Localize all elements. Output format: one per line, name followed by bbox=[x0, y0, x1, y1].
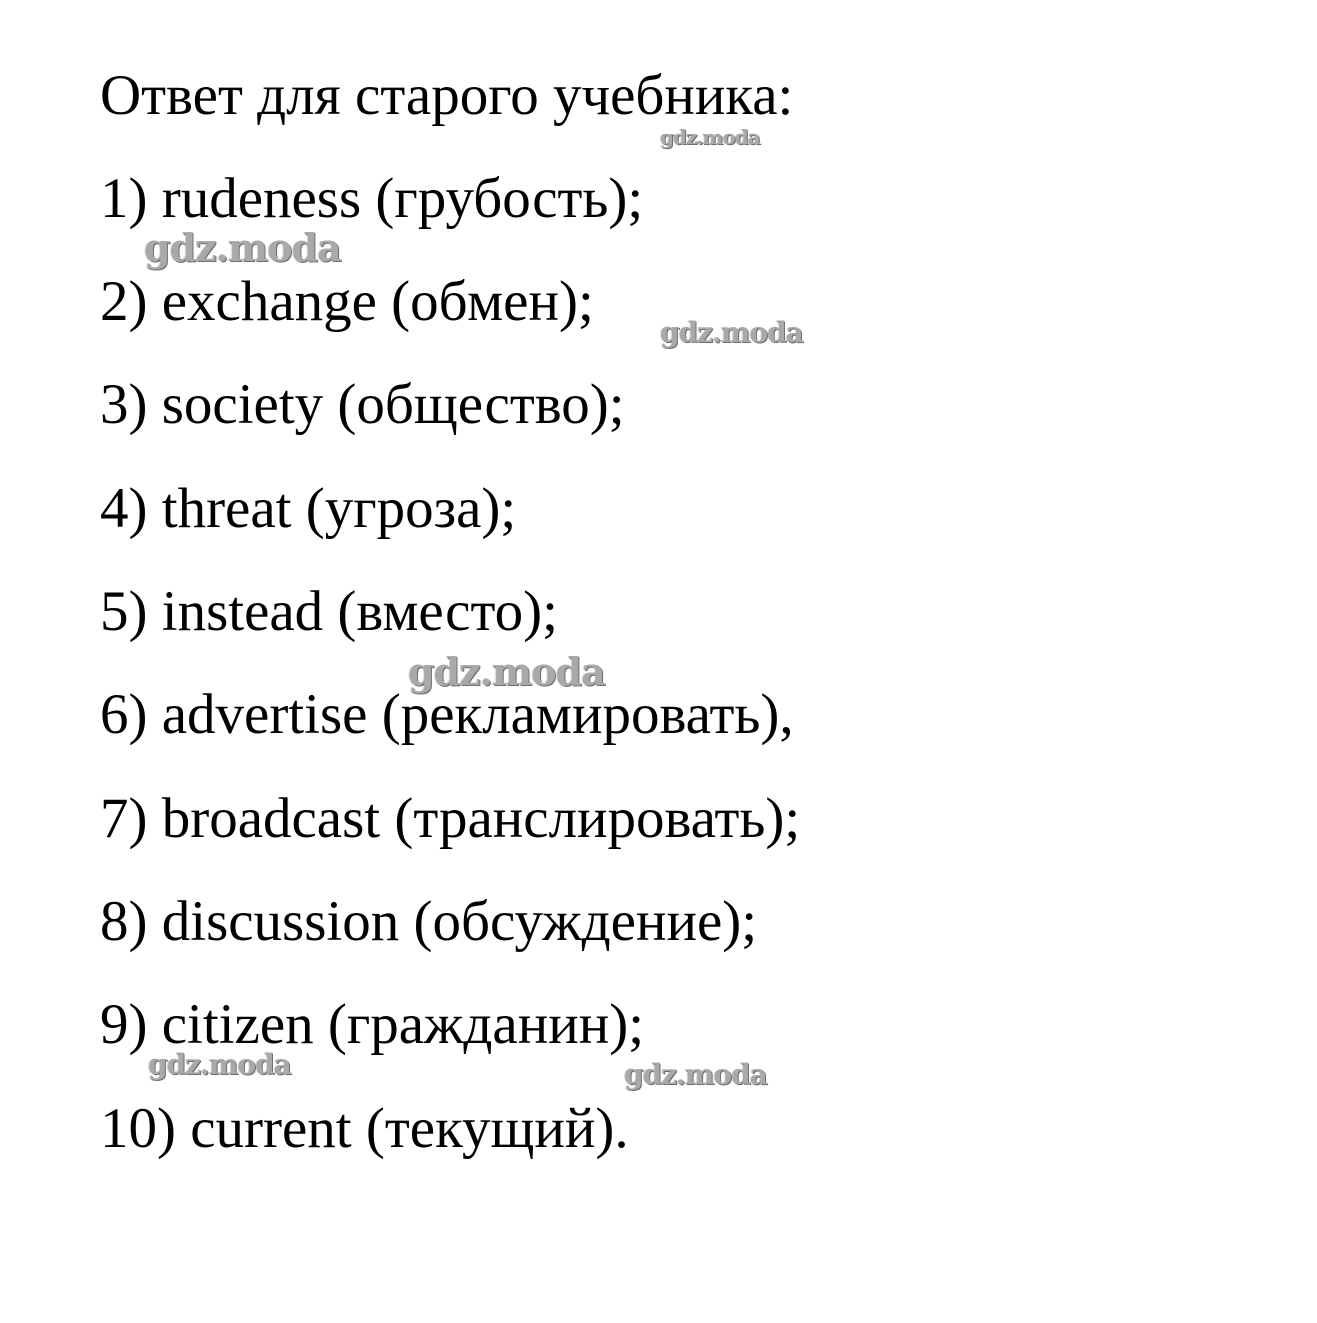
answer-item-3: 3) society (общество); bbox=[100, 373, 625, 436]
watermark: gdz.moda bbox=[148, 1048, 291, 1081]
answer-item-6: 6) advertise (рекламировать), bbox=[100, 683, 794, 746]
watermark: gdz.moda bbox=[144, 225, 341, 270]
watermark: gdz.moda bbox=[660, 316, 803, 349]
answer-item-1: 1) rudeness (грубость); bbox=[100, 167, 644, 230]
answer-item-5: 5) instead (вместо); bbox=[100, 580, 558, 643]
watermark: gdz.moda bbox=[660, 125, 760, 149]
answer-item-9: 9) citizen (гражданин); bbox=[100, 993, 645, 1056]
watermark: gdz.moda bbox=[624, 1058, 767, 1091]
answer-item-4: 4) threat (угроза); bbox=[100, 477, 517, 540]
answer-item-10: 10) current (текущий). bbox=[100, 1097, 629, 1160]
page-heading: Ответ для старого учебника: bbox=[100, 64, 794, 127]
watermark: gdz.moda bbox=[408, 649, 605, 694]
answer-item-7: 7) broadcast (транслировать); bbox=[100, 787, 801, 850]
answer-item-2: 2) exchange (обмен); bbox=[100, 270, 594, 333]
answer-item-8: 8) discussion (обсуждение); bbox=[100, 890, 758, 953]
